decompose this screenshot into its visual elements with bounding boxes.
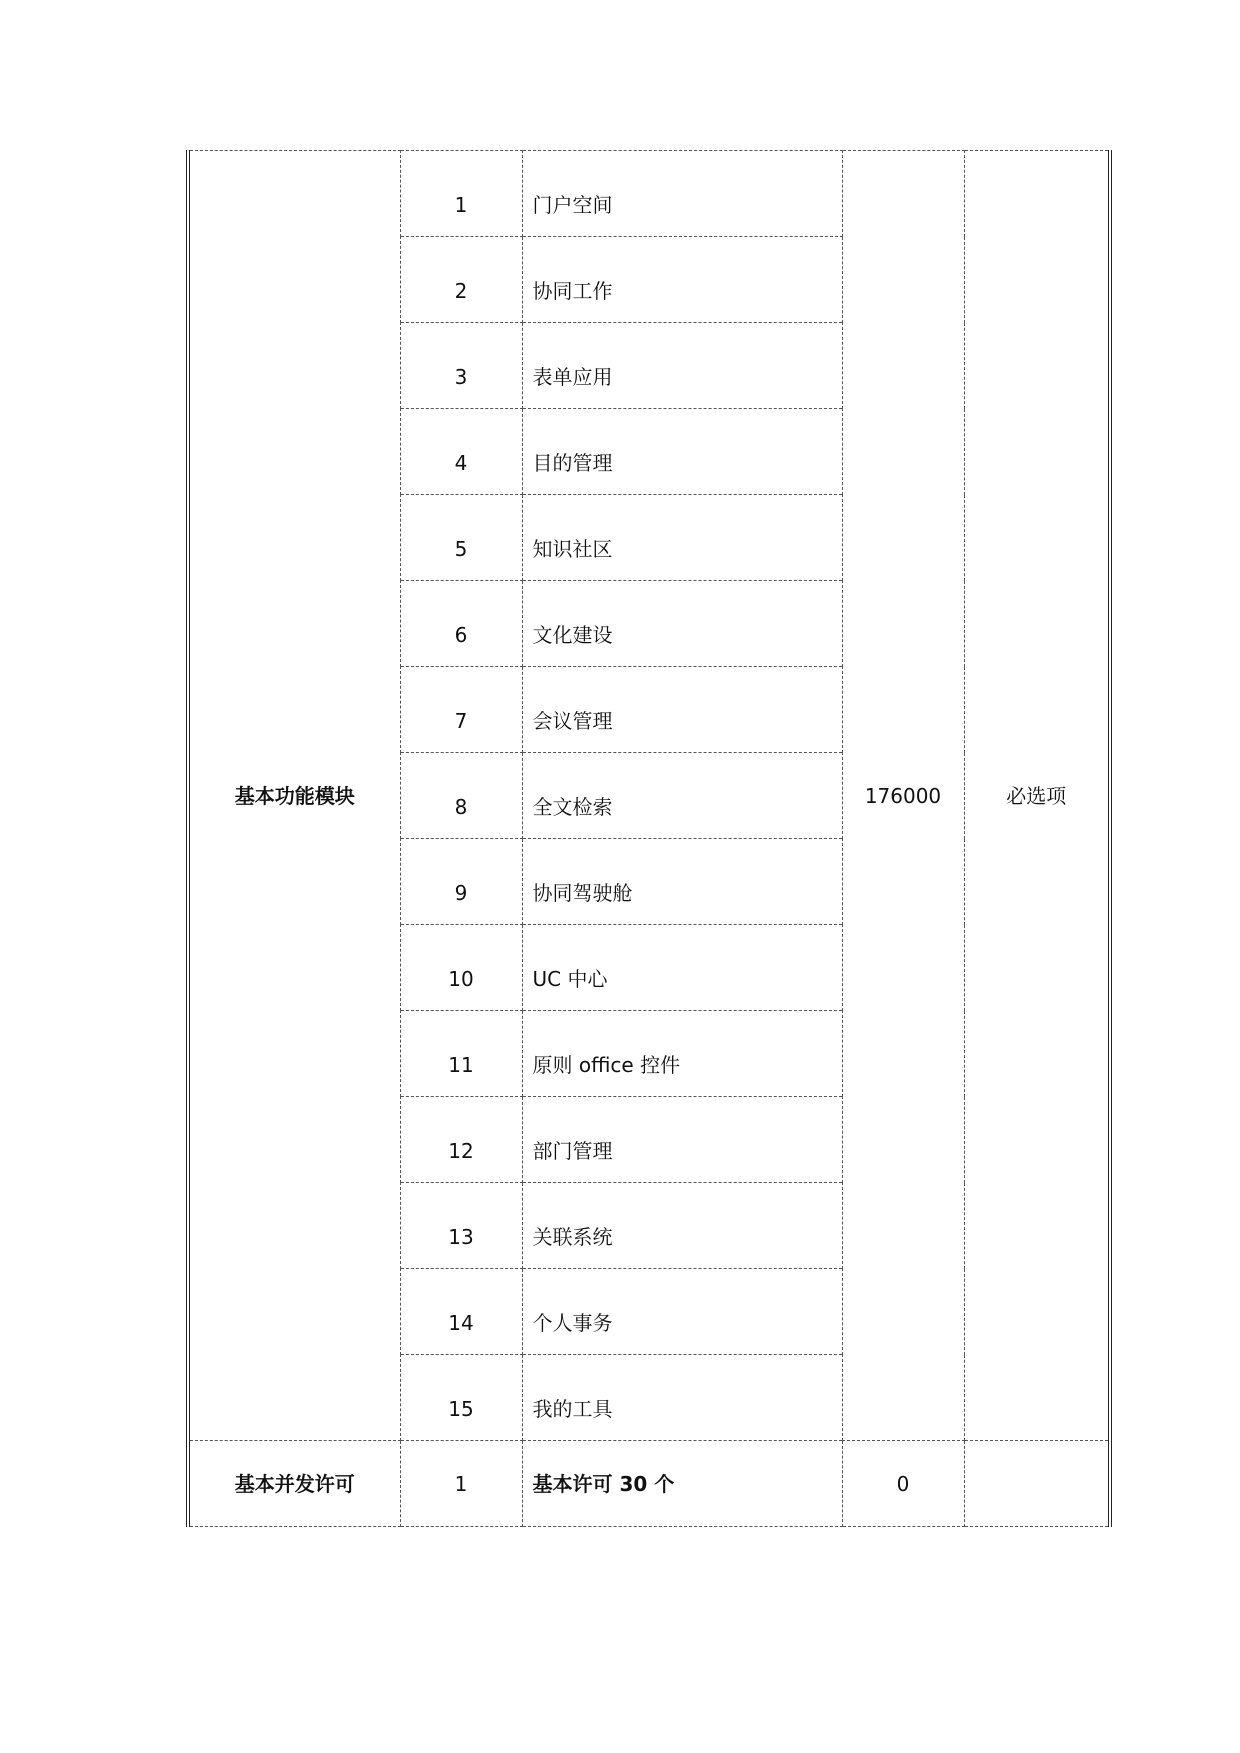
row-number: 1 [400, 151, 522, 237]
module-name: 基本许可 30 个 [522, 1441, 842, 1527]
row-number: 9 [400, 839, 522, 925]
module-name: 目的管理 [522, 409, 842, 495]
row-number: 12 [400, 1097, 522, 1183]
table-row [190, 151, 1108, 237]
module-name: 个人事务 [522, 1269, 842, 1355]
module-name: 关联系统 [522, 1183, 842, 1269]
price-cell: 176000 [842, 151, 964, 1441]
module-name: 全文检索 [522, 753, 842, 839]
module-name: 协同工作 [522, 237, 842, 323]
row-number: 4 [400, 409, 522, 495]
module-name: 协同驾驶舱 [522, 839, 842, 925]
row-number: 11 [400, 1011, 522, 1097]
module-name: 知识社区 [522, 495, 842, 581]
row-number: 2 [400, 237, 522, 323]
module-name: 门户空间 [522, 151, 842, 237]
module-name: 原则 office 控件 [522, 1011, 842, 1097]
table-row [190, 1441, 1108, 1527]
row-number: 15 [400, 1355, 522, 1441]
row-number: 10 [400, 925, 522, 1011]
module-name: 表单应用 [522, 323, 842, 409]
row-number: 14 [400, 1269, 522, 1355]
module-price-table-frame [186, 150, 1112, 1527]
module-name: UC 中心 [522, 925, 842, 1011]
row-number: 6 [400, 581, 522, 667]
price-cell: 0 [842, 1441, 964, 1527]
module-name: 我的工具 [522, 1355, 842, 1441]
category-cell: 基本功能模块 [190, 151, 400, 1441]
row-number: 7 [400, 667, 522, 753]
note-cell: 必选项 [964, 151, 1108, 1441]
row-number: 13 [400, 1183, 522, 1269]
module-price-table [190, 150, 1108, 1527]
row-number: 3 [400, 323, 522, 409]
module-name: 部门管理 [522, 1097, 842, 1183]
module-name: 文化建设 [522, 581, 842, 667]
row-number: 1 [400, 1441, 522, 1527]
note-cell [964, 1441, 1108, 1527]
module-name: 会议管理 [522, 667, 842, 753]
row-number: 8 [400, 753, 522, 839]
category-cell: 基本并发许可 [190, 1441, 400, 1527]
table-body [190, 151, 1108, 1527]
row-number: 5 [400, 495, 522, 581]
